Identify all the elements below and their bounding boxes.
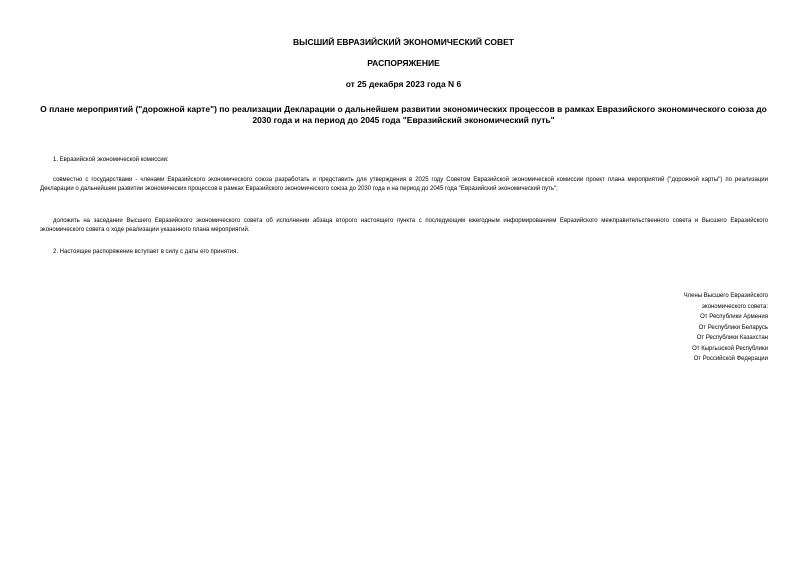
paragraph-4: 2. Настоящее распоряжение вступает в силу с даты его принятия. xyxy=(53,249,239,255)
signer-kazakhstan: От Республики Казахстан xyxy=(696,335,768,341)
paragraph-1: 1. Евразийской экономической комиссии: xyxy=(53,157,169,163)
signers-block xyxy=(548,291,768,365)
signer-belarus: От Республики Беларусь xyxy=(698,324,768,331)
signer-armenia: От Республики Армения xyxy=(700,314,768,320)
document-type: РАСПОРЯЖЕНИЕ xyxy=(367,58,440,68)
document-title: О плане мероприятий ("дорожной карте") по реализации Декларации о дальнейшем развитии экономических процессов в рамках Евразийского экономического союза до 2030 года и на период до 2045 года "Евразийский экономический путь" xyxy=(40,104,767,125)
paragraph-3: доложить на заседании Высшего Евразийского экономического совета об исполнении абзаца второго настоящего пункта с последующим ежегодным информированием Евразийского межправительственного совета и Высшего Евразийского экономического совета о ходе реализации указанного плана мероприятий. xyxy=(40,218,768,233)
signers-heading-line-2: экономического совета: xyxy=(701,303,768,310)
paragraph-2: совместно с государствами - членами Евразийского экономического союза разработать и представить для утверждения в 2025 году Советом Евразийской экономической комиссии проект плана мероприятий ("дорожной карты") по реализации Декларации о дальнейшем развитии экономических процессов в рамках Евразийского экономического союза до 2030 года и на период до 2045 года "Евразийский экономический путь"; xyxy=(40,177,768,192)
organization-name: ВЫСШИЙ ЕВРАЗИЙСКИЙ ЭКОНОМИЧЕСКИЙ СОВЕТ xyxy=(293,37,514,47)
signer-russia: От Российской Федерации xyxy=(693,356,768,362)
document-date-number: от 25 декабря 2023 года N 6 xyxy=(345,79,462,89)
signers-heading-line-1: Члены Высшего Евразийского xyxy=(683,293,768,299)
signer-kyrgyzstan: От Кыргызской Республики xyxy=(692,345,768,352)
